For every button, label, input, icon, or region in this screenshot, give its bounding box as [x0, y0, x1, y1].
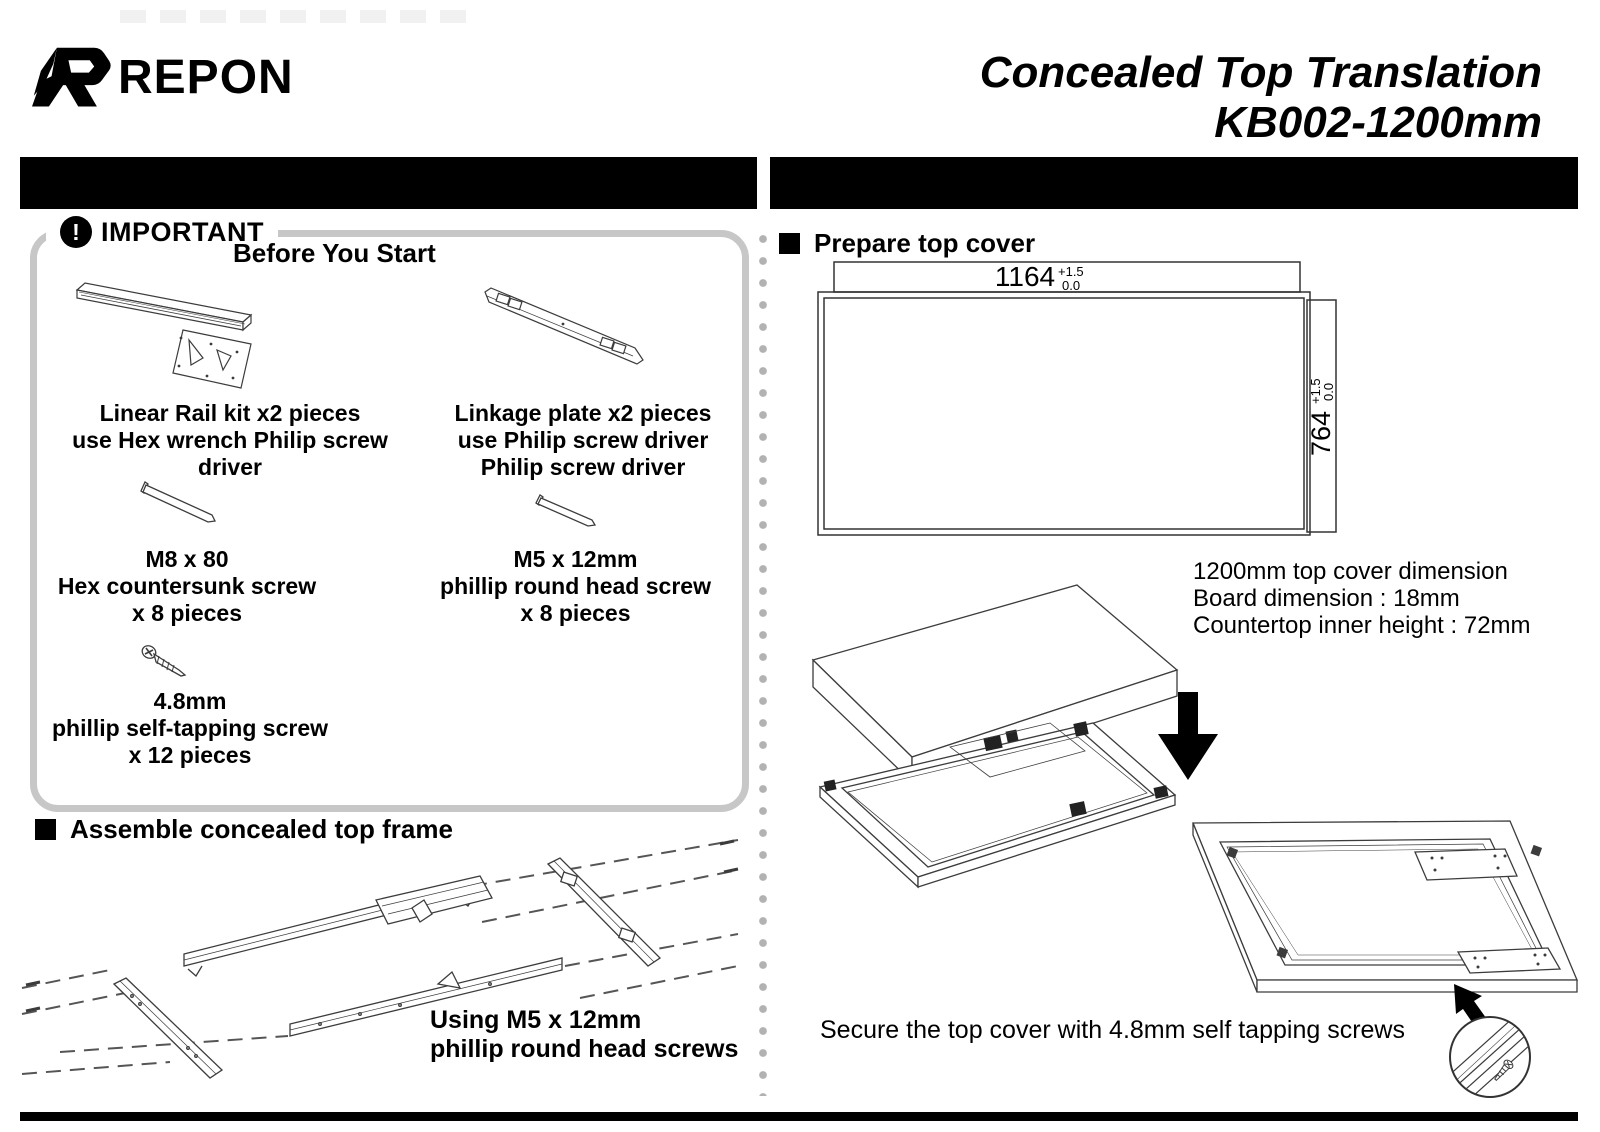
caption-line: x 8 pieces	[132, 600, 242, 626]
top-cover-dimension-drawing	[810, 256, 1345, 546]
spec-line: Board dimension : 18mm	[1193, 585, 1460, 612]
caption-line: 4.8mm	[153, 688, 227, 714]
caption-line: phillip round head screw	[440, 573, 711, 599]
brand-name: REPON	[118, 51, 294, 104]
width-dimension-value: 1164	[994, 261, 1056, 292]
section-bullet-icon	[779, 233, 800, 254]
caption-line: use Philip screw driver	[457, 427, 709, 453]
repon-logo-icon	[32, 40, 112, 116]
caption-line: Hex countersunk screw	[57, 573, 317, 599]
linear-rail-illustration	[65, 268, 275, 393]
self-tapping-screw-illustration	[135, 638, 195, 688]
prepare-heading	[779, 228, 1035, 259]
linkage-plate-illustration	[475, 282, 650, 377]
height-tol-lower: 0.0	[1321, 382, 1336, 401]
footer-bar	[20, 1112, 1578, 1121]
caption-line: M5 x 12mm	[513, 546, 638, 572]
before-you-start-heading: Before You Start	[233, 238, 436, 268]
part-caption-linkage-plate	[438, 400, 728, 481]
title-line-2: KB002-1200mm	[1214, 98, 1542, 147]
caption-line: Linkage plate x2 pieces	[454, 400, 712, 426]
caption-line: x 8 pieces	[520, 600, 631, 626]
column-divider-dots	[756, 228, 770, 1096]
caption-line: phillip self-tapping screw	[51, 715, 329, 741]
part-caption-m8	[42, 546, 332, 627]
caption-line: Using M5 x 12mm	[430, 1006, 642, 1034]
m8-screw-illustration	[132, 476, 227, 531]
m5-screw-illustration	[528, 490, 608, 532]
important-text: IMPORTANT	[101, 216, 264, 247]
caption-line: use Hex wrench Philip screw driver	[72, 427, 388, 480]
secure-caption: Secure the top cover with 4.8mm self tapping screws	[820, 1016, 1405, 1044]
spec-line: Countertop inner height : 72mm	[1193, 612, 1531, 639]
height-dimension-value: 764	[1306, 410, 1336, 456]
caption-line: M8 x 80	[145, 546, 229, 572]
spec-line: 1200mm top cover dimension	[1193, 558, 1508, 585]
height-tol-upper: +1.5	[1308, 378, 1323, 404]
part-caption-linear-rail	[40, 400, 420, 481]
faint-print-marks	[120, 10, 470, 23]
prepare-heading-text: Prepare top cover	[814, 228, 1036, 258]
assemble-heading-text: Assemble concealed top frame	[70, 814, 453, 844]
width-tol-upper: +1.5	[1058, 264, 1084, 279]
header-bar-left	[20, 157, 757, 209]
caption-line: Philip screw driver	[480, 454, 686, 480]
section-bullet-icon	[35, 819, 56, 840]
caption-line: x 12 pieces	[128, 742, 252, 768]
width-tol-lower: 0.0	[1062, 278, 1081, 293]
assemble-caption	[430, 1006, 738, 1064]
spec-text	[1193, 558, 1531, 639]
down-arrow-icon	[1156, 692, 1220, 780]
page-title	[980, 48, 1542, 148]
title-line-1: Concealed Top Translation	[979, 48, 1542, 97]
exclamation-circle-icon: !	[60, 216, 92, 248]
caption-line: Linear Rail kit x2 pieces	[99, 400, 361, 426]
part-caption-m5	[428, 546, 723, 627]
caption-line: phillip round head screws	[430, 1035, 739, 1063]
underside-view-diagram	[1180, 790, 1580, 1112]
header-bar-right	[770, 157, 1578, 209]
part-caption-self-tapping	[40, 688, 340, 769]
